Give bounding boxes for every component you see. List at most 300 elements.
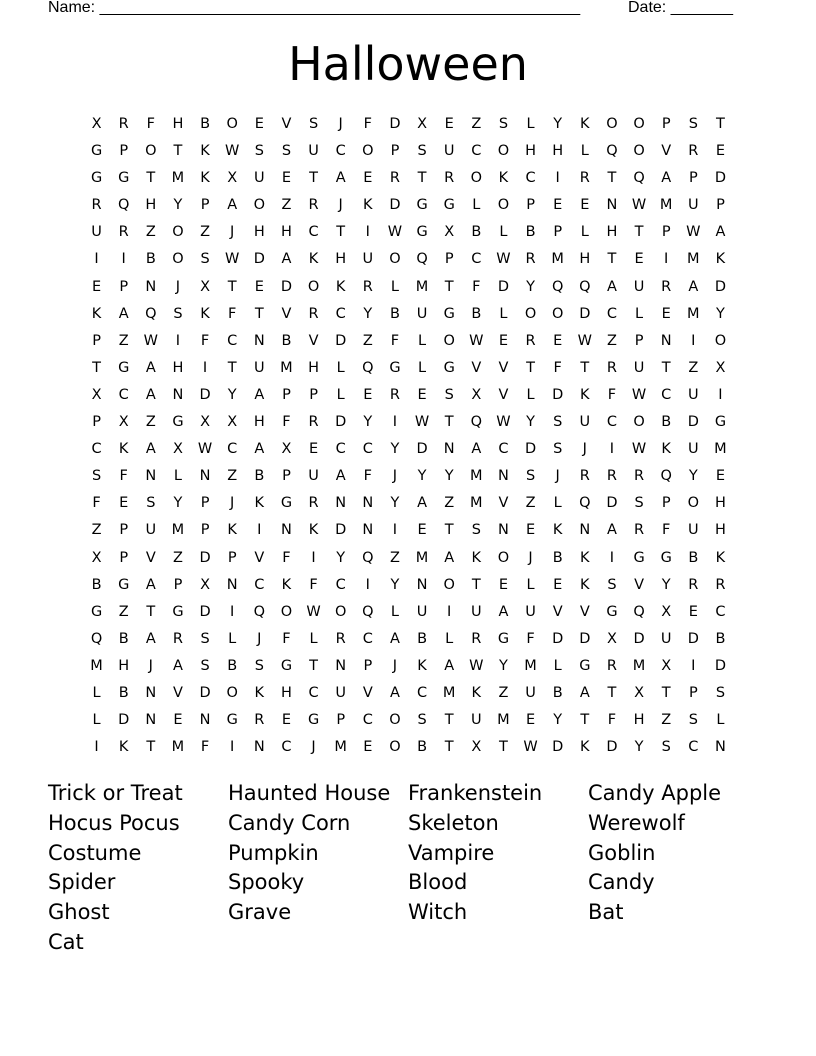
- grid-letter: D: [199, 549, 211, 566]
- grid-letter: R: [579, 170, 590, 187]
- grid-letter: P: [119, 522, 129, 539]
- grid-letter: W: [496, 414, 511, 431]
- grid-letter: V: [661, 143, 672, 160]
- grid-letter: D: [118, 712, 130, 729]
- grid-letter: B: [145, 251, 156, 268]
- grid-letter: I: [718, 386, 723, 403]
- grid-letter: V: [498, 495, 509, 512]
- grid-letter: P: [716, 197, 725, 214]
- grid-letter: D: [714, 170, 727, 187]
- grid-letter: C: [335, 305, 346, 322]
- grid-letter: U: [471, 603, 482, 620]
- grid-letter: O: [497, 549, 510, 566]
- grid-letter: H: [606, 224, 618, 241]
- grid-letter: A: [145, 576, 156, 593]
- grid-letter: R: [118, 224, 129, 241]
- grid-letter: C: [308, 684, 319, 701]
- grid-letter: E: [254, 278, 264, 295]
- grid-letter: J: [230, 224, 235, 241]
- grid-letter: X: [471, 739, 482, 756]
- grid-letter: A: [498, 603, 509, 620]
- grid-letter: K: [580, 739, 590, 756]
- grid-letter: A: [172, 657, 183, 674]
- grid-letter: Y: [336, 549, 346, 566]
- grid-letter: F: [228, 305, 237, 322]
- grid-letter: L: [173, 468, 182, 485]
- grid-letter: E: [119, 495, 129, 512]
- grid-row: [83, 192, 734, 219]
- grid-letter: R: [606, 657, 617, 674]
- grid-letter: F: [363, 468, 372, 485]
- grid-letter: L: [553, 495, 562, 512]
- grid-letter: R: [715, 576, 726, 593]
- grid-row: [83, 490, 734, 517]
- grid-letter: F: [363, 116, 372, 132]
- grid-letter: H: [714, 495, 726, 512]
- grid-letter: U: [254, 359, 265, 376]
- grid-letter: C: [606, 414, 617, 431]
- grid-letter: H: [253, 224, 265, 241]
- grid-letter: X: [118, 414, 129, 431]
- grid-letter: T: [146, 739, 156, 756]
- grid-letter: E: [634, 251, 644, 268]
- grid-letter: Y: [363, 305, 373, 322]
- grid-letter: K: [661, 441, 671, 458]
- grid-letter: A: [281, 251, 292, 268]
- grid-letter: I: [257, 522, 262, 539]
- grid-letter: G: [416, 197, 428, 214]
- grid-letter: L: [472, 197, 481, 214]
- grid-letter: N: [443, 441, 455, 458]
- grid-letter: B: [552, 549, 563, 566]
- grid-letter: W: [414, 414, 430, 431]
- grid-letter: B: [417, 630, 428, 647]
- grid-letter: M: [415, 278, 429, 295]
- grid-row: [83, 463, 734, 490]
- grid-letter: D: [199, 386, 211, 403]
- grid-letter: F: [662, 522, 671, 539]
- grid-letter: N: [498, 522, 509, 539]
- grid-letter: Z: [118, 332, 129, 349]
- grid-letter: K: [417, 657, 427, 674]
- grid-letter: N: [362, 495, 374, 512]
- grid-letter: Y: [716, 305, 725, 322]
- grid-letter: V: [254, 549, 265, 566]
- grid-letter: D: [524, 441, 537, 458]
- grid-letter: C: [227, 441, 238, 458]
- grid-letter: S: [688, 712, 698, 729]
- grid-letter: P: [553, 224, 563, 241]
- grid-letter: P: [227, 549, 237, 566]
- grid-letter: G: [714, 414, 727, 431]
- grid-letter: L: [390, 603, 399, 620]
- grid-letter: G: [443, 305, 455, 322]
- grid-letter: E: [553, 197, 563, 214]
- grid-letter: B: [715, 630, 726, 647]
- grid-letter: H: [633, 712, 645, 729]
- word-list-item: Spooky: [228, 870, 305, 895]
- grid-letter: E: [308, 441, 319, 458]
- grid-letter: J: [338, 197, 343, 214]
- grid-letter: J: [582, 441, 587, 458]
- grid-letter: A: [579, 684, 590, 701]
- grid-letter: A: [145, 386, 156, 403]
- grid-letter: G: [90, 143, 103, 160]
- grid-letter: Z: [444, 495, 455, 512]
- grid-letter: D: [687, 630, 699, 647]
- grid-letter: C: [91, 441, 102, 458]
- grid-letter: I: [447, 603, 452, 620]
- grid-letter: I: [392, 414, 398, 431]
- grid-letter: L: [526, 576, 535, 593]
- grid-letter: U: [688, 522, 699, 539]
- grid-letter: J: [230, 495, 235, 512]
- grid-letter: R: [308, 305, 319, 322]
- grid-letter: E: [91, 278, 102, 295]
- grid-letter: T: [499, 739, 508, 756]
- grid-letter: U: [91, 224, 102, 241]
- grid-letter: L: [336, 386, 345, 403]
- grid-letter: Y: [553, 712, 563, 729]
- grid-letter: D: [552, 386, 564, 403]
- grid-letter: L: [526, 116, 535, 132]
- grid-letter: O: [226, 684, 238, 701]
- grid-letter: C: [715, 603, 726, 620]
- grid-letter: Q: [606, 143, 618, 160]
- grid-letter: N: [498, 468, 509, 485]
- grid-letter: R: [389, 170, 400, 187]
- grid-letter: O: [497, 197, 510, 214]
- word-list-item: Haunted House: [228, 781, 391, 805]
- word-list-item: Pumpkin: [228, 840, 319, 865]
- grid-letter: H: [145, 197, 157, 214]
- grid-letter: Z: [227, 468, 238, 485]
- grid-letter: M: [415, 549, 429, 566]
- grid-letter: E: [580, 197, 590, 214]
- word-list-item: Skeleton: [408, 810, 499, 835]
- grid-letter: V: [362, 684, 373, 701]
- grid-letter: C: [335, 441, 346, 458]
- grid-letter: L: [635, 305, 644, 322]
- grid-letter: Y: [661, 576, 671, 593]
- grid-letter: E: [281, 712, 292, 729]
- grid-letter: Z: [281, 197, 292, 214]
- grid-letter: T: [146, 170, 156, 187]
- grid-letter: K: [335, 278, 346, 295]
- grid-letter: X: [444, 224, 455, 241]
- grid-letter: G: [606, 603, 618, 620]
- grid-letter: R: [308, 495, 319, 512]
- grid-letter: W: [387, 224, 403, 241]
- grid-row: [83, 707, 734, 734]
- grid-letter: N: [579, 522, 591, 539]
- grid-letter: C: [362, 712, 373, 729]
- grid-letter: C: [362, 441, 373, 458]
- grid-letter: A: [389, 630, 400, 647]
- grid-letter: L: [92, 712, 101, 729]
- grid-letter: F: [282, 549, 291, 566]
- grid-letter: P: [661, 495, 671, 512]
- grid-letter: K: [308, 251, 319, 268]
- grid-letter: M: [171, 170, 185, 187]
- word-list-item: Witch: [408, 900, 468, 925]
- grid-letter: B: [281, 332, 292, 349]
- grid-letter: X: [172, 441, 183, 458]
- grid-letter: J: [392, 657, 398, 674]
- grid-row: [83, 734, 734, 761]
- grid-letter: C: [335, 576, 346, 593]
- grid-letter: U: [416, 603, 428, 620]
- grid-row: [83, 626, 734, 653]
- grid-letter: H: [172, 116, 184, 132]
- grid-letter: W: [469, 332, 484, 349]
- grid-letter: Q: [579, 495, 591, 512]
- word-list-item: Bat: [588, 900, 624, 925]
- grid-letter: Q: [90, 630, 103, 647]
- grid-letter: U: [633, 278, 645, 295]
- grid-letter: A: [145, 359, 156, 376]
- grid-letter: K: [471, 684, 482, 701]
- grid-row: [83, 517, 734, 544]
- grid-letter: O: [389, 251, 401, 268]
- grid-letter: W: [631, 386, 647, 403]
- grid-letter: D: [199, 684, 211, 701]
- grid-letter: K: [118, 739, 129, 756]
- grid-letter: K: [91, 305, 102, 322]
- grid-letter: O: [334, 603, 347, 620]
- grid-letter: S: [200, 630, 210, 647]
- word-column: [408, 779, 588, 928]
- grid-letter: Y: [390, 576, 400, 593]
- grid-letter: L: [499, 224, 508, 241]
- grid-letter: T: [417, 170, 427, 187]
- grid-letter: Z: [471, 116, 482, 132]
- grid-letter: B: [254, 468, 265, 485]
- grid-letter: O: [633, 116, 645, 132]
- grid-letter: H: [118, 657, 130, 674]
- grid-letter: Y: [526, 278, 535, 295]
- grid-letter: T: [173, 143, 183, 160]
- word-list-item: Candy Corn: [228, 810, 351, 835]
- grid-letter: S: [634, 495, 644, 512]
- grid-letter: H: [280, 224, 292, 241]
- page-header: [48, 0, 740, 19]
- grid-letter: T: [634, 224, 644, 241]
- grid-letter: G: [633, 549, 645, 566]
- grid-letter: X: [200, 414, 211, 431]
- grid-letter: E: [173, 712, 183, 729]
- grid-letter: K: [254, 684, 265, 701]
- grid-letter: U: [633, 359, 645, 376]
- grid-letter: I: [365, 224, 370, 241]
- grid-letter: E: [553, 576, 563, 593]
- grid-letter: U: [308, 468, 319, 485]
- grid-letter: B: [661, 414, 672, 431]
- grid-letter: S: [444, 386, 454, 403]
- grid-letter: I: [94, 251, 99, 268]
- grid-letter: Z: [525, 495, 536, 512]
- grid-letter: O: [172, 224, 184, 241]
- grid-letter: O: [714, 332, 727, 349]
- grid-row: [83, 680, 734, 707]
- grid-letter: F: [92, 495, 101, 512]
- grid-letter: X: [471, 386, 482, 403]
- grid-letter: O: [606, 116, 618, 132]
- grid-letter: C: [254, 576, 265, 593]
- word-list-item: Vampire: [408, 840, 495, 865]
- grid-letter: D: [579, 305, 591, 322]
- grid-letter: S: [254, 657, 264, 674]
- grid-letter: R: [525, 332, 536, 349]
- grid-row: [83, 572, 734, 599]
- grid-letter: I: [202, 359, 208, 376]
- grid-letter: R: [634, 522, 645, 539]
- grid-letter: M: [90, 657, 103, 674]
- grid-letter: A: [606, 278, 617, 295]
- word-column: [48, 779, 228, 958]
- grid-letter: X: [91, 116, 102, 132]
- grid-letter: B: [471, 305, 482, 322]
- grid-letter: V: [308, 332, 319, 349]
- grid-letter: O: [470, 170, 483, 187]
- grid-letter: U: [335, 684, 346, 701]
- grid-letter: D: [579, 630, 591, 647]
- grid-letter: O: [497, 143, 510, 160]
- grid-letter: R: [308, 197, 319, 214]
- grid-letter: I: [609, 549, 615, 566]
- grid-letter: O: [389, 739, 401, 756]
- grid-letter: B: [118, 630, 129, 647]
- grid-letter: I: [392, 522, 398, 539]
- grid-letter: V: [498, 359, 509, 376]
- grid-letter: P: [92, 414, 101, 431]
- grid-letter: K: [254, 495, 265, 512]
- grid-letter: A: [145, 441, 156, 458]
- grid-letter: R: [335, 630, 346, 647]
- word-list-item: Werewolf: [588, 810, 685, 835]
- grid-letter: J: [311, 739, 316, 756]
- grid-letter: U: [579, 414, 591, 431]
- grid-letter: N: [416, 576, 428, 593]
- grid-letter: C: [417, 684, 428, 701]
- grid-letter: L: [445, 630, 454, 647]
- grid-letter: W: [225, 251, 240, 268]
- grid-letter: N: [199, 712, 211, 729]
- grid-letter: P: [363, 657, 373, 674]
- grid-letter: D: [633, 630, 645, 647]
- grid-letter: C: [227, 332, 238, 349]
- grid-letter: T: [716, 116, 725, 132]
- grid-letter: P: [119, 549, 129, 566]
- word-list-item: Grave: [228, 900, 292, 925]
- grid-letter: L: [553, 657, 562, 674]
- grid-letter: P: [444, 251, 454, 268]
- grid-letter: P: [200, 495, 210, 512]
- grid-letter: P: [661, 116, 671, 132]
- grid-letter: G: [416, 224, 428, 241]
- grid-letter: I: [121, 251, 126, 268]
- grid-letter: H: [335, 251, 347, 268]
- grid-letter: F: [553, 359, 562, 376]
- grid-letter: K: [715, 251, 726, 268]
- grid-letter: L: [336, 359, 345, 376]
- grid-letter: O: [253, 197, 266, 214]
- grid-letter: Q: [362, 603, 374, 620]
- grid-letter: I: [311, 549, 316, 566]
- grid-letter: K: [308, 522, 319, 539]
- grid-row: [83, 653, 734, 680]
- grid-letter: X: [200, 278, 211, 295]
- grid-letter: K: [498, 170, 509, 187]
- grid-letter: S: [417, 712, 427, 729]
- grid-letter: U: [308, 143, 319, 160]
- grid-letter: Y: [526, 414, 535, 431]
- grid-letter: C: [281, 739, 292, 756]
- grid-letter: M: [524, 657, 537, 674]
- grid-letter: L: [228, 630, 237, 647]
- grid-letter: I: [664, 251, 669, 268]
- grid-letter: C: [606, 305, 617, 322]
- name-field-label: Name: ______________________________________________________: [48, 0, 581, 16]
- grid-letter: D: [280, 278, 293, 295]
- word-list-item: Trick or Treat: [48, 781, 183, 805]
- grid-letter: T: [336, 224, 346, 241]
- word-column: [588, 779, 768, 928]
- grid-letter: U: [688, 441, 699, 458]
- grid-letter: S: [471, 522, 481, 539]
- grid-letter: R: [634, 468, 645, 485]
- grid-letter: W: [225, 143, 240, 160]
- grid-letter: Q: [633, 170, 645, 187]
- grid-letter: X: [227, 414, 238, 431]
- grid-letter: M: [659, 197, 673, 214]
- grid-letter: R: [118, 116, 129, 132]
- grid-letter: S: [308, 116, 319, 132]
- grid-letter: P: [634, 332, 644, 349]
- grid-letter: T: [661, 359, 671, 376]
- grid-letter: N: [145, 468, 157, 485]
- grid-letter: K: [281, 576, 292, 593]
- grid-letter: C: [308, 224, 319, 241]
- grid-letter: K: [200, 305, 210, 322]
- grid-row: [83, 165, 734, 192]
- grid-letter: N: [362, 522, 374, 539]
- grid-letter: H: [280, 684, 292, 701]
- grid-letter: M: [334, 739, 347, 756]
- grid-letter: D: [335, 414, 347, 431]
- grid-letter: G: [118, 576, 130, 593]
- grid-letter: T: [444, 278, 454, 295]
- grid-letter: Y: [499, 657, 508, 674]
- grid-letter: G: [443, 359, 455, 376]
- grid-letter: T: [309, 657, 318, 674]
- grid-letter: R: [579, 468, 590, 485]
- grid-letter: C: [471, 143, 482, 160]
- grid-letter: N: [145, 684, 157, 701]
- grid-letter: D: [606, 739, 618, 756]
- grid-letter: X: [281, 441, 292, 458]
- grid-letter: G: [172, 414, 184, 431]
- grid-letter: W: [523, 739, 538, 756]
- grid-letter: M: [551, 251, 564, 268]
- grid-letter: R: [172, 630, 183, 647]
- grid-letter: R: [688, 143, 699, 160]
- grid-letter: J: [528, 549, 533, 566]
- grid-letter: O: [524, 305, 537, 322]
- grid-letter: X: [417, 116, 428, 132]
- word-list-item: Ghost: [48, 900, 110, 925]
- grid-letter: X: [634, 684, 645, 701]
